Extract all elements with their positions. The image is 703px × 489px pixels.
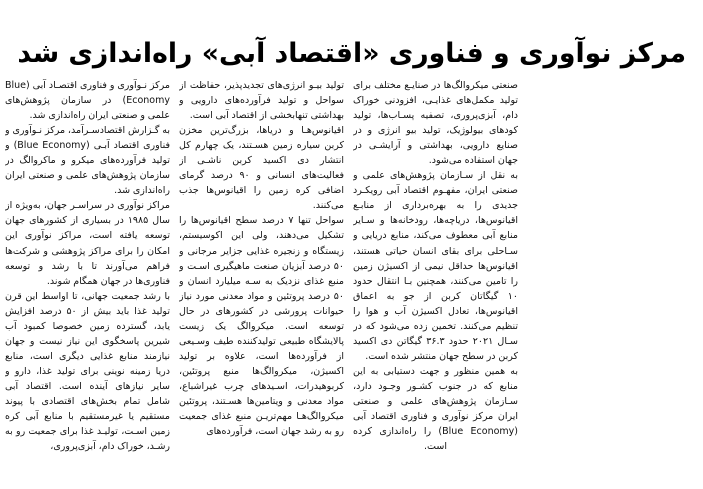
paragraph: به نقل از سـازمان پژوهش‌های علمی و صنعتی ایران، مفهـوم اقتصاد آبی رویکـرد جدیدی را به بهره‌برداری از منابـع اقیانوس‌ها، دریاچه‌ها، رودخانه‌ها و سـایر منابع آبی معطوف می‌کند، منابع دریایی و سـاحلی برای بقای انسان حیاتی هستند، اقیانوس‌ها حداقل نیمی از اکسیژن زمین را تامین می‌کنند، همچنین بـا انتقال حدود ۱۰ گیگاتان کربن از جو به اعماق اقیانوس‌ها، تعادل اکسیژن آب و هوا را تنظیم می‌کنند. تخمین زده می‌شود که در سـال ۲۰۲۱ حدود ۳۶.۳ گیگاتن دی اکسید کربن در سطح جهان منتشر شده است. xyxy=(353,170,518,362)
paragraph: تولید بیـو انرژی‌های تجدیدپذیر، حفاظت از سواحل و تولید فرآورده‌های دارویی و بهداشتی تنهابخشی از اقتصاد آبی است. xyxy=(179,80,344,122)
article-column-3 xyxy=(353,78,518,482)
article-column-1 xyxy=(5,78,170,482)
paragraph: سواحل تنها ۷ درصد سطح اقیانوس‌ها را تشکیل می‌دهند، ولی این اکوسیستم، زیستگاه و زنجیره غذایی جزایر مرجانی و ۵۰ درصد آبزیان صنعت ماهیگیری اسـت و منبع غذای نزدیک به سـه میلیارد انسان و ۵۰ درصد پروتئین و مواد معدنی مورد نیاز حیوانات پرورشی در کشورهای در حال توسعه است. میکروالگ یک زیست پالایشگاه طبیعی تولیدکننده طیف وسـیعی از فرآورده‌ها است، علاوه بر تولید اکسیژن، میکروالگ‌ها منبع پروتئین، کربوهیدرات، اسـیدهای چرب غیراشباع، مواد معدنی و ویتامین‌ها هسـتند، پروتئین میکروالگ‌هـا مهم‌تریـن منبع غذای جمعیت رو به رشد جهان است، فرآورده‌های xyxy=(179,215,344,438)
paragraph: به گـزارش اقتصادسـرآمد، مرکز نـوآوری و فناوری اقتصاد آبـی (Blue Economy) و تولید فرآورده‌های میکرو و ماکروالگ در سازمان پژوهش‌های علمی و صنعتی ایران راه‌اندازی شد. xyxy=(5,125,170,197)
paragraph: با رشد جمعیت جهانی، تا اواسط این قرن تولید غذا باید بیش از ۵۰ درصد افزایش یابد، گسترده زمین خصوصا کمبود آب شیرین پاسخگوی این نیاز نیست و جهان نیازمند منابع غذایی دیگری است، منابع دریا زمینه نوینی برای تولید غذا، دارو و سایر نیازهای آینده است. اقتصاد آبی شامل تمام بخش‌های اقتصادی با پیوند مستقیم یا غیرمستقیم با منابع آبی کره زمین اسـت، تولیـد غذا برای جمعیت رو به رشـد، خوراک دام، آبزی‌پروری، xyxy=(5,290,170,453)
article-body-columns xyxy=(5,78,698,482)
paragraph: مرکز نـوآوری و فناوری اقتصـاد آبی (Blue Economy) در سازمان پژوهش‌های علمی و صنعتی ایران راه‌اندازی شد. xyxy=(5,80,170,122)
paragraph: اقیانوس‌هـا و دریاها، بزرگ‌ترین مخزن کربن سیاره زمین هسـتند، یک چهارم کل انتشار دی اکسید کربن ناشـی از فعالیت‌های انسانی و ۹۰ درصد گرمای اضافی کره زمین را اقیانوس‌ها جذب می‌کنند. xyxy=(179,125,344,212)
paragraph: به همین منظور و جهت دستیابی به این منابع که در جنوب کشـور وجـود دارد، سـازمان پژوهش‌های علمی و صنعتی ایران مرکز نوآوری و فناوری اقتصاد آبی (Blue Economy) را راه‌اندازی کرده است. xyxy=(353,365,518,453)
page-title: مرکز نوآوری و فناوری «اقتصاد آبی» راه‌اندازی شد xyxy=(17,38,686,70)
paragraph: صنعتی میکروالگ‌ها در صنایـع مختلف برای تولید مکمل‌های غذایـی، افزودنی خوراک دام، آبزی‌پروری، تصفیه پسـاب‌ها، تولید کودهای بیولوژیک، تولید بیو انرژی و در صنایع دارویی، بهداشتی و آرایشـی در جهان استفاده می‌شود. xyxy=(353,80,518,167)
paragraph: مراکز نوآوری در سراسـر جهان، به‌ویژه از سال ۱۹۸۵ در بسیاری از کشورهای جهان توسعه یافته است، مراکز نوآوری این امکان را برای مراکز پژوهشی و شرکت‌ها فراهم می‌آورند تا با رشد و توسعه فناوری‌ها در جهان همگام شوند. xyxy=(5,200,170,287)
article-column-2 xyxy=(179,78,344,482)
article-column-4 xyxy=(527,78,692,482)
